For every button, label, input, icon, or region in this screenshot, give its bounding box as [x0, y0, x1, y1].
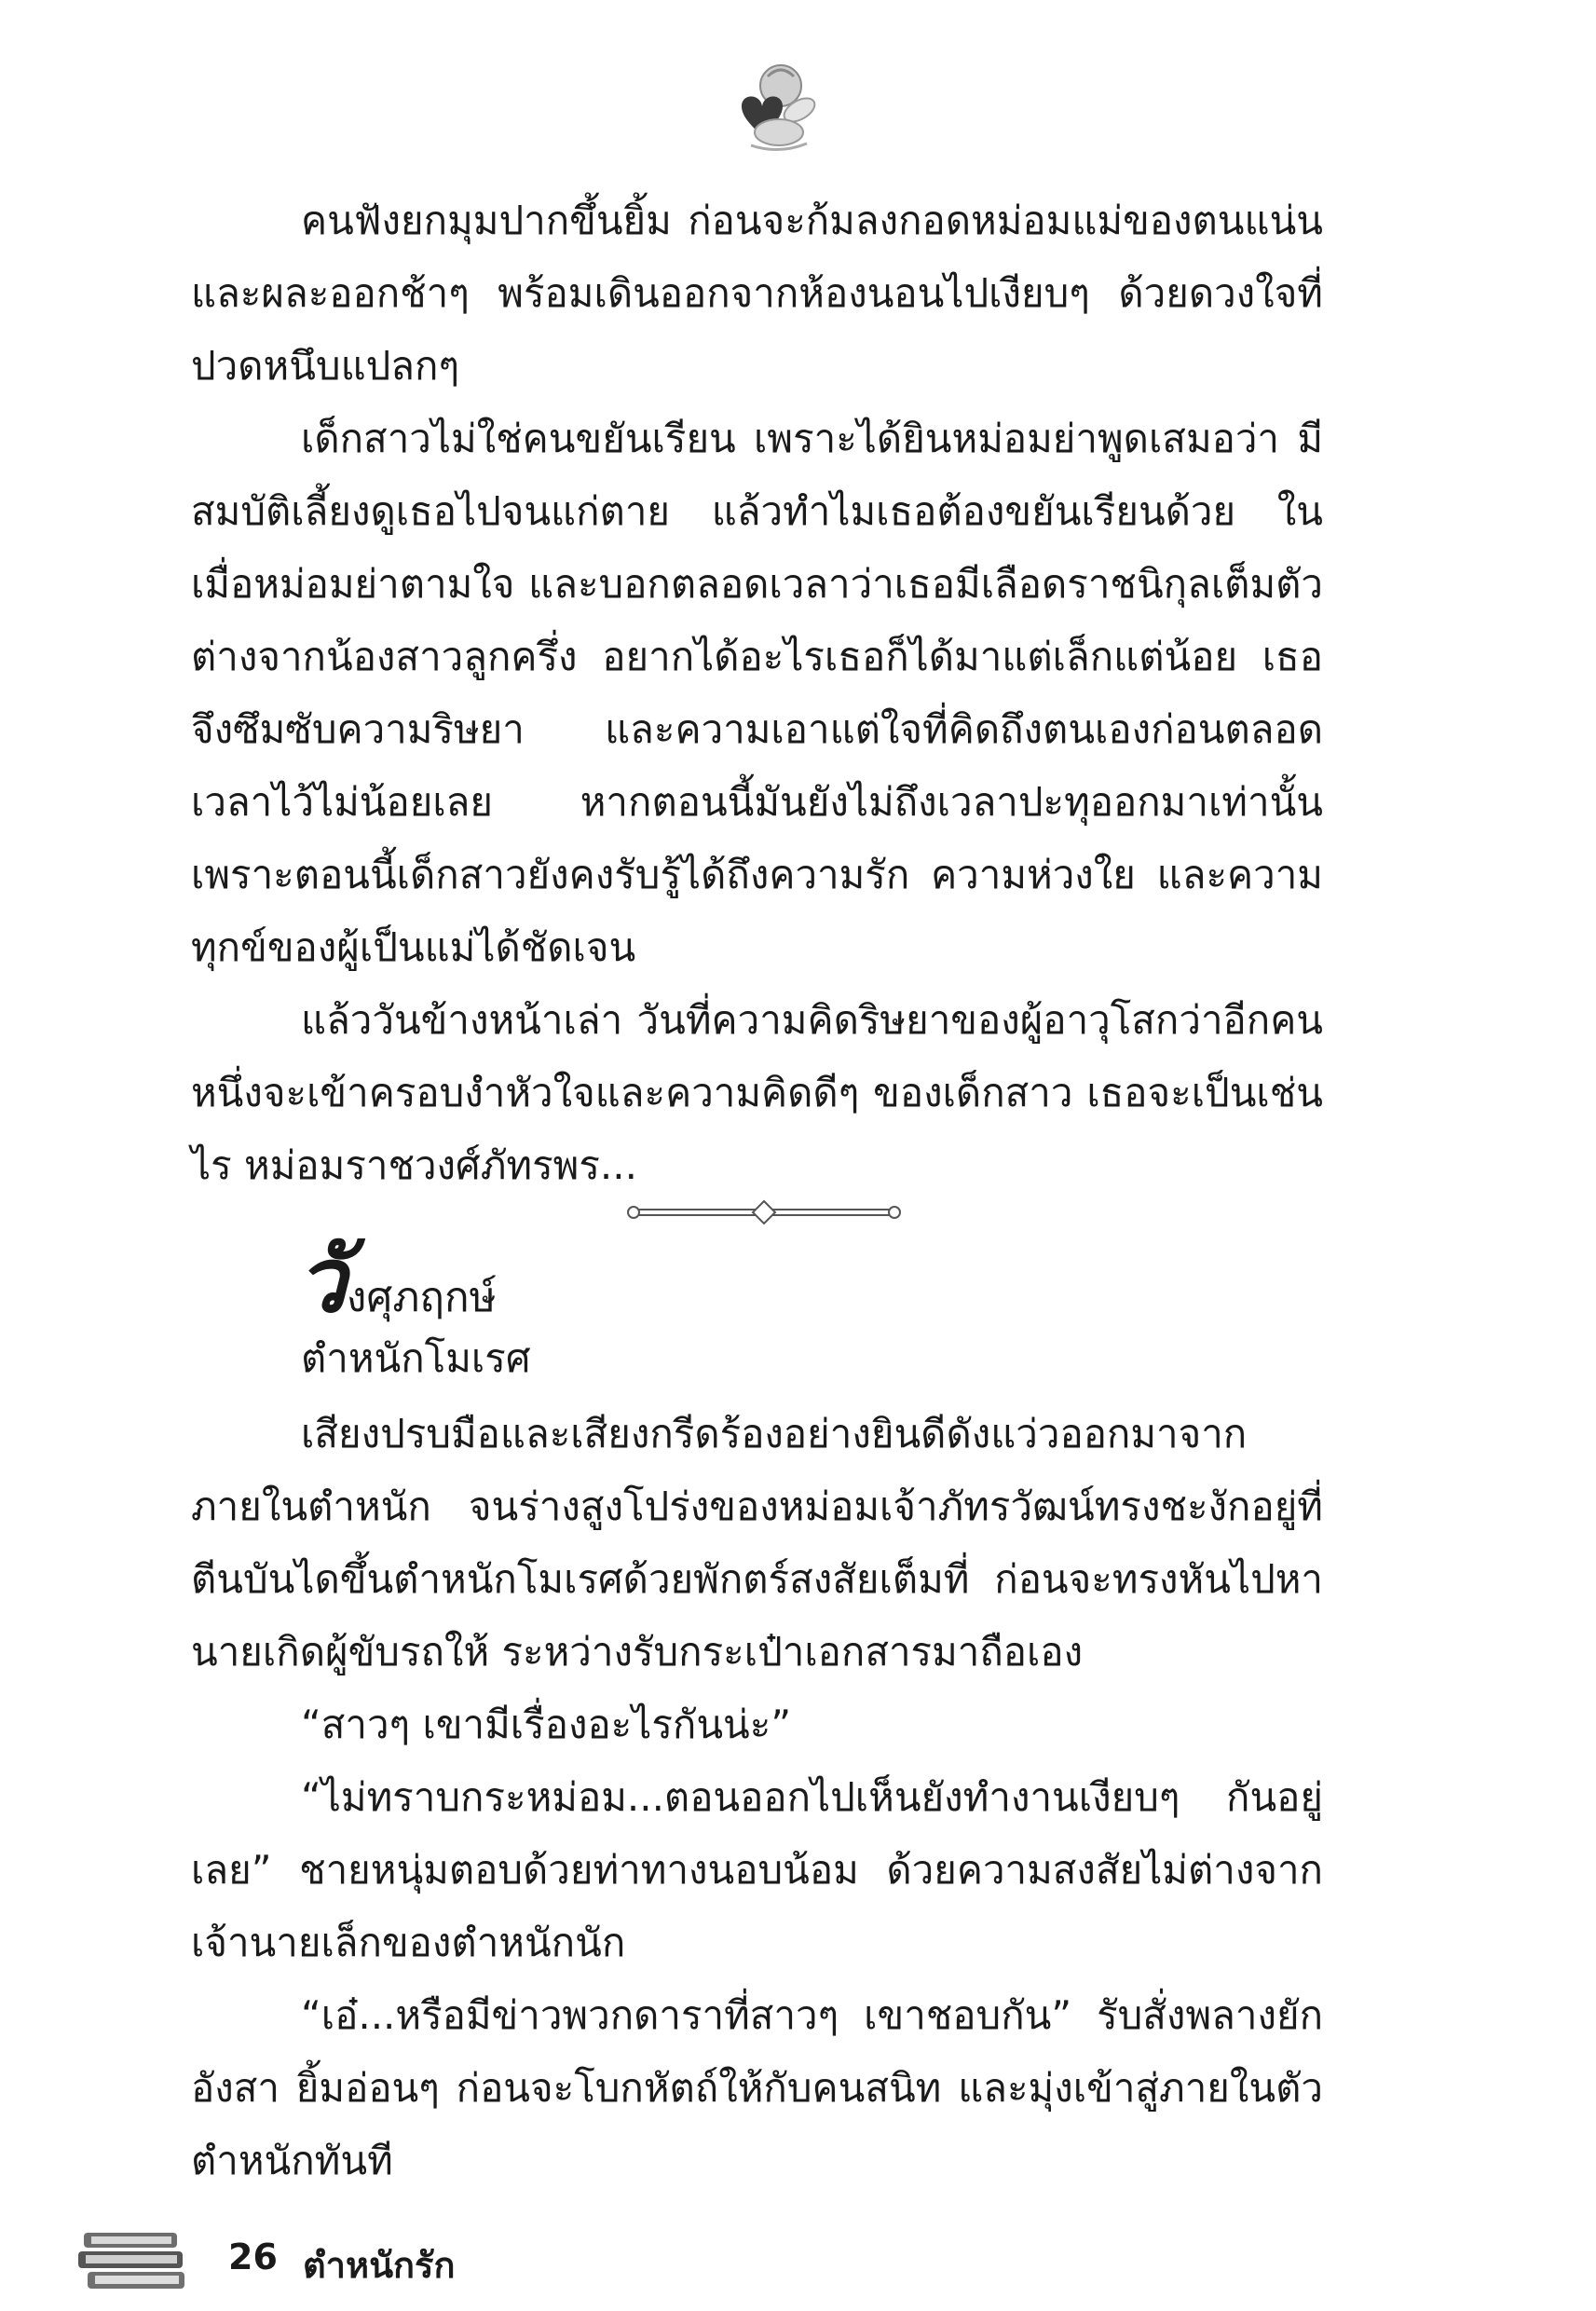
chapter-title: งศุภฤกษ์	[346, 1274, 497, 1321]
ornamental-divider	[624, 1198, 904, 1226]
page-number: 26	[228, 2236, 278, 2277]
body-text-top	[191, 185, 1323, 1202]
chapter-initial: วั	[296, 1228, 347, 1333]
paragraph-4: เสียงปรบมือและเสียงกรีดร้องอย่างยินดีดังแว่วออกมาจากภายในตำหนัก จนร่างสูงโปร่งของหม่อมเจ้าภัทรวัฒน์ทรงชะงักอยู่ที่ตีนบันไดขึ้นตำหนักโมเรศด้วยพักตร์สงสัยเต็มที่ ก่อนจะทรงหันไปหานายเกิดผู้ขับรถให้ ระหว่างรับกระเป๋าเอกสารมาถือเอง	[191, 1411, 1323, 1675]
paragraph-5: “สาวๆ เขามีเรื่องอะไรกันน่ะ”	[301, 1702, 792, 1747]
chapter-subtitle: ตำหนักโมเรศ	[301, 1335, 531, 1381]
paragraph-1: คนฟังยกมุมปากขึ้นยิ้ม ก่อนจะก้มลงกอดหม่อมแม่ของตนแน่นและผละออกช้าๆ พร้อมเดินออกจากห้องนอนไปเงียบๆ ด้วยดวงใจที่ปวดหนึบแปลกๆ	[191, 198, 1323, 389]
page-footer	[75, 2227, 634, 2292]
paragraph-7: “เอ๋...หรือมีข่าวพวกดาราที่สาวๆ เขาชอบกัน” รับสั่งพลางยักอังสา ยิ้มอ่อนๆ ก่อนจะโบกหัตถ์ให้กับคนสนิท และมุ่งเข้าสู่ภายในตัวตำหนักทันที	[191, 1992, 1323, 2183]
book-title: ตำหนักรัก	[303, 2245, 456, 2286]
body-text-bottom	[191, 1398, 1323, 2197]
books-icon	[75, 2227, 196, 2292]
paragraph-6: “ไม่ทราบกระหม่อม...ตอนออกไปเห็นยังทำงานเงียบๆ กันอยู่เลย” ชายหนุ่มตอบด้วยท่าทางนอบน้อม ด้วยความสงสัยไม่ต่างจากเจ้านายเล็กของตำหนักนัก	[191, 1774, 1323, 1965]
cherub-heart-ornament	[723, 54, 825, 157]
paragraph-2: เด็กสาวไม่ใช่คนขยันเรียน เพราะได้ยินหม่อมย่าพูดเสมอว่า มีสมบัติเลี้ยงดูเธอไปจนแก่ตาย แล้วทำไมเธอต้องขยันเรียนด้วย ในเมื่อหม่อมย่าตามใจ และบอกตลอดเวลาว่าเธอมีเลือดราชนิกุลเต็มตัว ต่างจากน้องสาวลูกครึ่ง อยากได้อะไรเธอก็ได้มาแต่เล็กแต่น้อย เธอจึงซึมซับความริษยา และความเอาแต่ใจที่คิดถึงตนเองก่อนตลอดเวลาไว้ไม่น้อยเลย หากตอนนี้มันยังไม่ถึงเวลาปะทุออกมาเท่านั้น เพราะตอนนี้เด็กสาวยังคงรับรู้ได้ถึงความรัก ความห่วงใย และความทุกข์ของผู้เป็นแม่ได้ชัดเจน	[191, 416, 1323, 970]
paragraph-3: แล้ววันข้างหน้าเล่า วันที่ความคิดริษยาของผู้อาวุโสกว่าอีกคนหนึ่งจะเข้าครอบงำหัวใจและความคิดดีๆ ของเด็กสาว เธอจะเป็นเช่นไร หม่อมราชวงศ์ภัทรพร...	[191, 997, 1323, 1188]
